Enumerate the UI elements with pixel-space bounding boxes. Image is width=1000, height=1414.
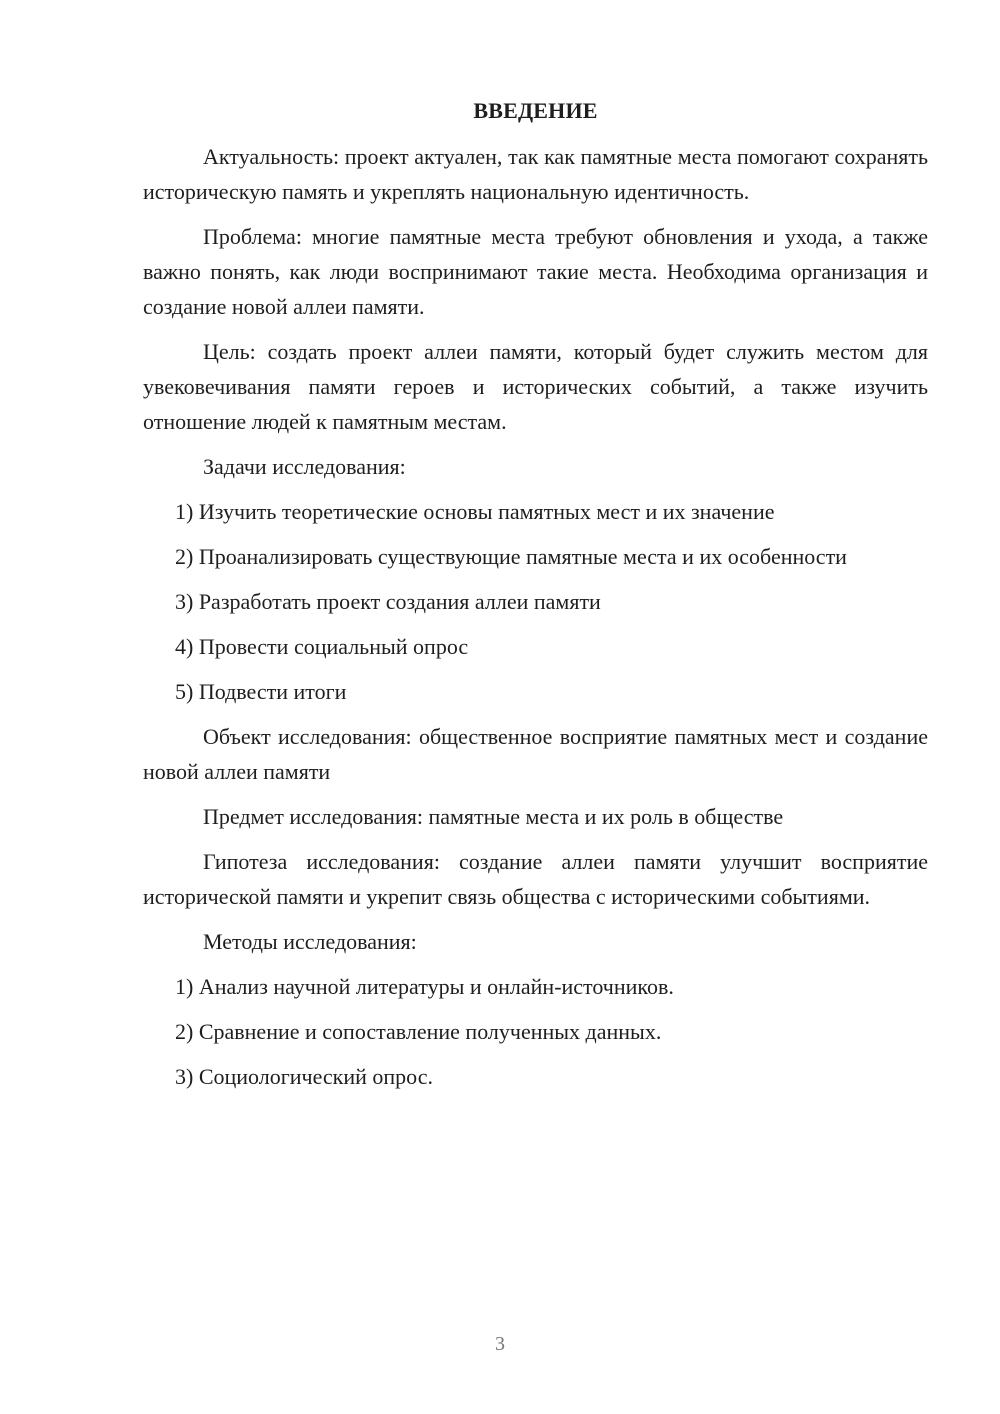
task-item-2: 2) Проанализировать существующие памятные места и их особенности	[175, 544, 847, 569]
task-item-1: 1) Изучить теоретические основы памятных мест и их значение	[175, 499, 775, 524]
method-item-2: 2) Сравнение и сопоставление полученных данных.	[175, 1019, 662, 1044]
task-item-3: 3) Разработать проект создания аллеи памяти	[175, 589, 601, 614]
hypothesis-paragraph: Гипотеза исследования: создание аллеи памяти улучшит восприятие исторической памяти и укрепит связь общества с историческими событиями.	[143, 849, 928, 909]
task-item-5: 5) Подвести итоги	[175, 679, 347, 704]
method-item-1: 1) Анализ научной литературы и онлайн-источников.	[175, 974, 674, 999]
tasks-title: Задачи исследования:	[203, 454, 406, 479]
page-title: ВВЕДЕНИЕ	[473, 98, 598, 123]
problem-paragraph: Проблема: многие памятные места требуют обновления и ухода, а также важно понять, как люди воспринимают такие места. Необходима организация и создание новой аллеи памяти.	[143, 224, 928, 319]
subject-paragraph: Предмет исследования: памятные места и их роль в обществе	[203, 804, 784, 829]
page-number: 3	[495, 1333, 505, 1355]
methods-title: Методы исследования:	[203, 929, 417, 954]
goal-paragraph: Цель: создать проект аллеи памяти, который будет служить местом для увековечивания памяти героев и исторических событий, а также изучить отношение людей к памятным местам.	[143, 339, 928, 434]
object-paragraph: Объект исследования: общественное восприятие памятных мест и создание новой аллеи памяти	[143, 724, 928, 784]
method-item-3: 3) Социологический опрос.	[175, 1064, 433, 1089]
task-item-4: 4) Провести социальный опрос	[175, 634, 469, 659]
document-page	[143, 96, 928, 1104]
relevance-paragraph: Актуальность: проект актуален, так как памятные места помогают сохранять историческую память и укреплять национальную идентичность.	[143, 144, 928, 204]
